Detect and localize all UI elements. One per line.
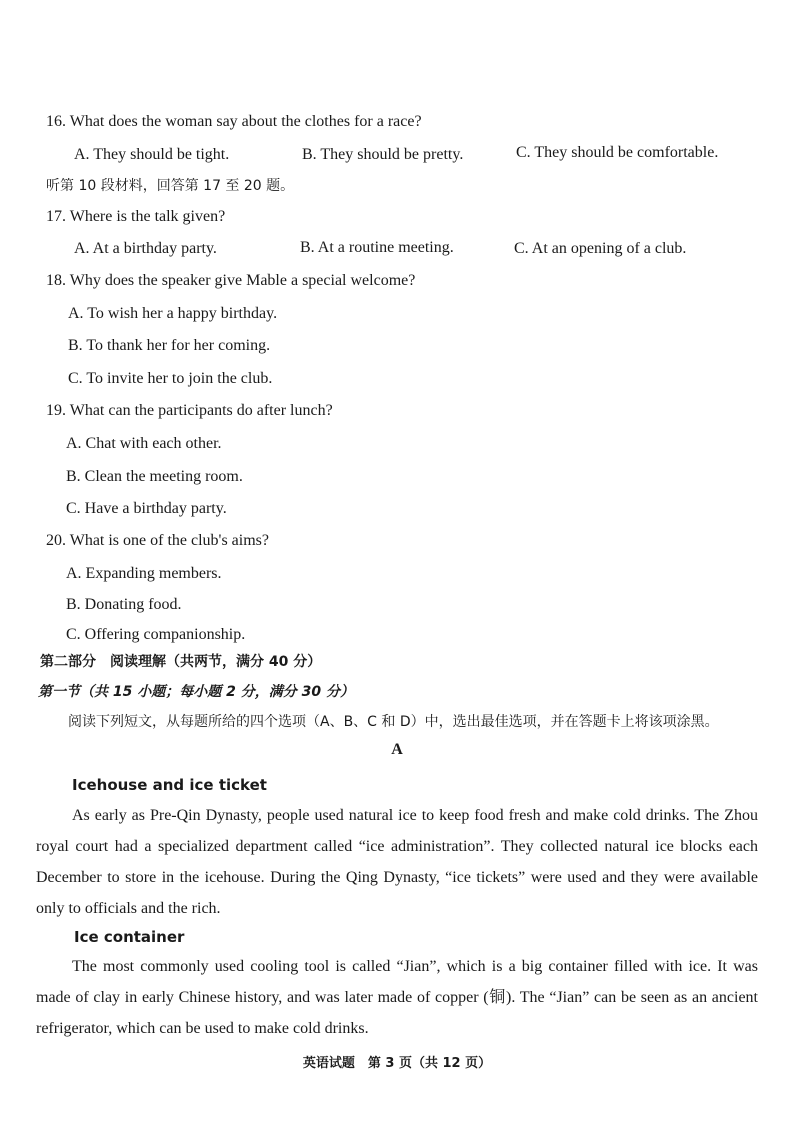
question-17-option-a: A. At a birthday party. [74, 240, 217, 257]
question-17-option-b: B. At a routine meeting. [300, 239, 454, 256]
question-16-option-c: C. They should be comfortable. [516, 144, 719, 161]
question-17-stem: 17. Where is the talk given? [46, 208, 226, 225]
question-18-option-b: B. To thank her for her coming. [68, 337, 271, 354]
passage-letter: A [391, 741, 403, 758]
passage-paragraph-2-text: The most commonly used cooling tool is called “Jian”, which is a big container filled with ice. It was made of clay in early Chinese history, and was later made of copper (铜). The “Jian” can be seen as an ancient refrigerator, which can be used to make cold drinks. [36, 958, 758, 1037]
question-19-option-c: C. Have a birthday party. [66, 500, 227, 517]
passage-heading-ice-container: Ice container [74, 928, 185, 946]
part-2-heading: 第二部分 阅读理解（共两节，满分 40 分） [40, 654, 322, 670]
question-19-option-b: B. Clean the meeting room. [66, 468, 243, 485]
reading-instruction: 阅读下列短文，从每题所给的四个选项（A、B、C 和 D）中，选出最佳选项，并在答题卡上将该项涂黑。 [68, 714, 719, 730]
question-16-option-a: A. They should be tight. [74, 146, 230, 163]
question-18-stem: 18. Why does the speaker give Mable a special welcome? [46, 272, 416, 289]
listening-instruction: 听第 10 段材料，回答第 17 至 20 题。 [46, 178, 295, 194]
section-1-heading: 第一节（共 15 小题；每小题 2 分，满分 30 分） [38, 684, 354, 700]
passage-paragraph-2 [36, 951, 758, 1044]
question-19-stem: 19. What can the participants do after lunch? [46, 402, 333, 419]
question-19-option-a: A. Chat with each other. [66, 435, 222, 452]
question-16-stem: 16. What does the woman say about the clothes for a race? [46, 113, 422, 130]
passage-paragraph-1-text: As early as Pre-Qin Dynasty, people used natural ice to keep food fresh and make cold drinks. The Zhou royal court had a specialized department called “ice administration”. They collected natural ice blocks each December to store in the icehouse. During the Qing Dynasty, “ice tickets” were used and they were available only to officials and the rich. [36, 807, 758, 917]
question-20-option-a: A. Expanding members. [66, 565, 222, 582]
question-16-option-b: B. They should be pretty. [302, 146, 464, 163]
question-20-option-c: C. Offering companionship. [66, 626, 246, 643]
question-20-option-b: B. Donating food. [66, 596, 182, 613]
passage-heading-icehouse: Icehouse and ice ticket [72, 776, 267, 794]
page-footer: 英语试题 第 3 页（共 12 页） [302, 1056, 492, 1071]
question-17-option-c: C. At an opening of a club. [514, 240, 687, 257]
question-18-option-a: A. To wish her a happy birthday. [68, 305, 278, 322]
question-18-option-c: C. To invite her to join the club. [68, 370, 273, 387]
passage-paragraph-1 [36, 800, 758, 924]
question-20-stem: 20. What is one of the club's aims? [46, 532, 269, 549]
